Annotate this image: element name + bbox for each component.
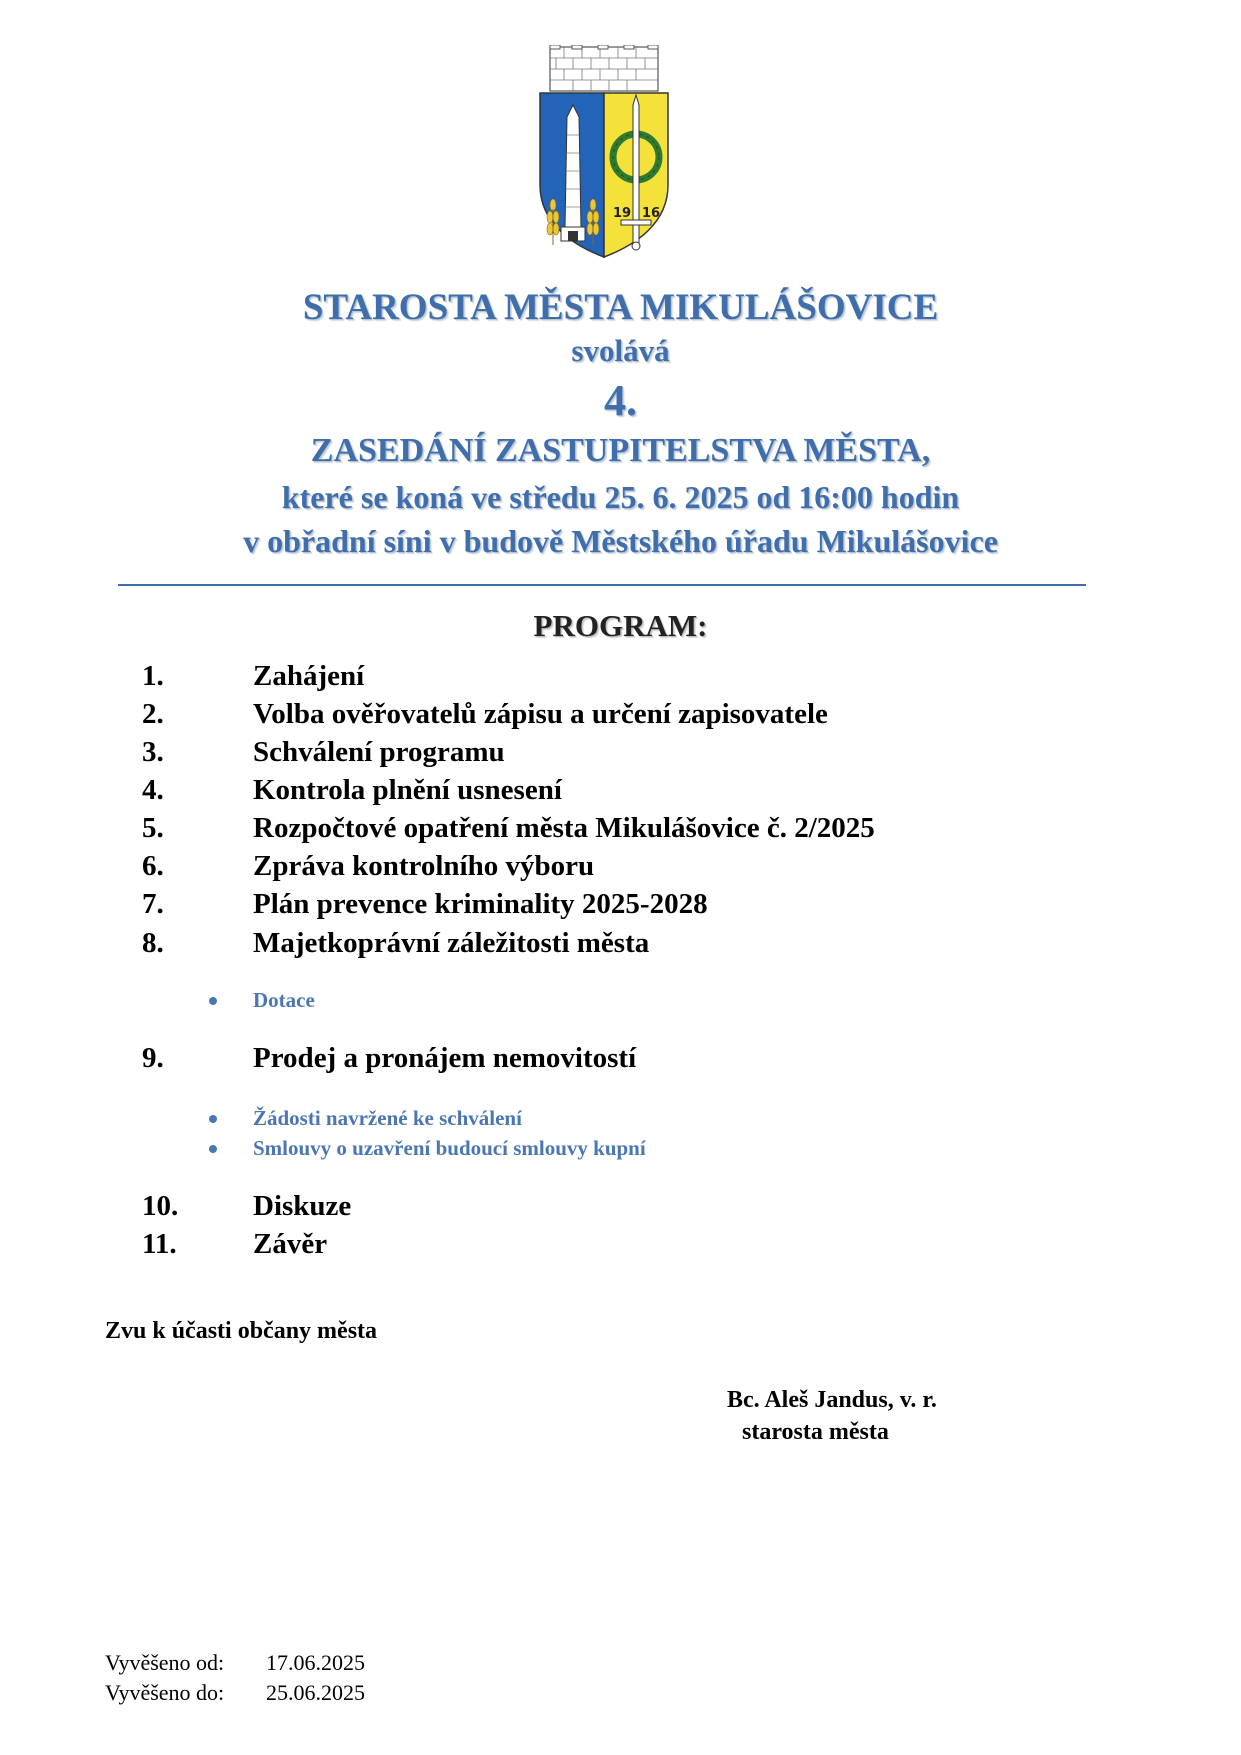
program-subitem-text: Žádosti navržené ke schválení [253, 1106, 522, 1130]
signature-role: starosta města [742, 1419, 889, 1445]
program-item-text: Kontrola plnění usnesení [253, 774, 562, 806]
crest-year-right: 16 [641, 206, 661, 221]
program-item-text: Prodej a pronájem nemovitostí [253, 1042, 637, 1074]
crest-year-left: 19 [612, 206, 632, 221]
bullet-icon [209, 1115, 217, 1123]
program-item-number: 2. [142, 698, 164, 730]
program-item-number: 4. [142, 774, 164, 806]
program-subitem-text: Dotace [253, 988, 315, 1012]
program-item-number: 9. [142, 1042, 164, 1074]
program-item-text: Zpráva kontrolního výboru [253, 850, 595, 882]
program-item-text: Závěr [253, 1228, 328, 1260]
posted-to-label: Vyvěšeno do: [105, 1680, 225, 1705]
bullet-icon [209, 1145, 217, 1153]
program-item-text: Zahájení [253, 660, 365, 692]
program-subitem-text: Smlouvy o uzavření budoucí smlouvy kupní [253, 1136, 646, 1160]
heading-date-time: které se koná ve středu 25. 6. 2025 od 16:00 hodin [281, 479, 960, 515]
program-item-number: 5. [142, 812, 164, 844]
posted-to-value: 25.06.2025 [266, 1680, 365, 1705]
posted-from-label: Vyvěšeno od: [105, 1650, 225, 1675]
program-item-text: Volba ověřovatelů zápisu a určení zapisovatele [253, 698, 828, 730]
divider-line [118, 584, 1086, 586]
mikulasovice-coat-of-arms-icon [536, 45, 672, 260]
heading-session-title: ZASEDÁNÍ ZASTUPITELSTVA MĚSTA, [310, 432, 931, 469]
program-item-number: 8. [142, 927, 164, 959]
signature-name: Bc. Aleš Jandus, v. r. [727, 1387, 937, 1413]
program-item-text: Majetkoprávní záležitosti města [253, 927, 650, 959]
program-title: PROGRAM: [533, 608, 708, 643]
heading-venue: v obřadní síni v budově Městského úřadu Mikulášovice [243, 523, 998, 559]
program-item-number: 10. [142, 1190, 179, 1222]
program-item-text: Schválení programu [253, 736, 505, 768]
heading-mayor: STAROSTA MĚSTA MIKULÁŠOVICE [302, 287, 939, 328]
program-item-text: Rozpočtové opatření města Mikulášovice č. 2/2025 [253, 812, 875, 844]
program-item-text: Diskuze [253, 1190, 352, 1222]
program-item-number: 7. [142, 888, 164, 920]
heading-convenes: svolává [571, 333, 670, 368]
program-item-text: Plán prevence kriminality 2025-2028 [253, 888, 708, 920]
program-item-number: 11. [142, 1228, 177, 1260]
invitation-text: Zvu k účasti občany města [105, 1318, 378, 1344]
program-item-number: 3. [142, 736, 164, 768]
heading-session-number: 4. [604, 376, 637, 425]
program-item-number: 1. [142, 660, 164, 692]
program-item-number: 6. [142, 850, 164, 882]
bullet-icon [209, 997, 217, 1005]
posted-from-value: 17.06.2025 [266, 1650, 365, 1675]
